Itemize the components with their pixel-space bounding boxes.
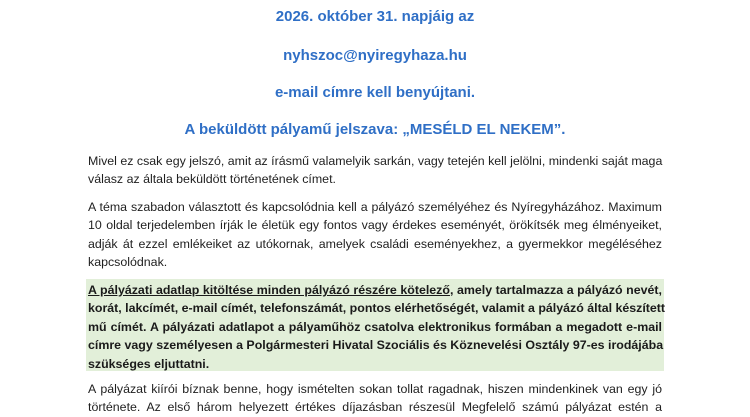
text-fragment: , amely tartalmazza a pályázó nevét,	[449, 283, 662, 297]
mandatory-form-underlined: A pályázati adatlap kitöltése minden pályázó részére kötelező	[88, 283, 450, 297]
paragraph-password-note	[88, 152, 662, 189]
email-submit-heading: e-mail címre kell benyújtani.	[274, 84, 476, 101]
text-line: korát, lakcímét, e-mail címét, telefonszámát, pontos elérhetőségét, valamit a pályázó által készített	[88, 301, 666, 316]
email-address-heading: nyhszoc@nyiregyhaza.hu	[283, 47, 467, 64]
text-line: szükséges eljuttatni.	[88, 356, 210, 371]
text-line	[88, 281, 662, 299]
deadline-heading: 2026. október 31. napjáig az	[275, 8, 475, 25]
paragraph-application-form	[88, 281, 666, 373]
text-line: adják át ezzel emlékeiket az utókornak, amelyek családi eseményekhez, a gyermekkor megéléséhez	[88, 236, 662, 251]
text-line: válasz az általa beküldött történetének címet.	[88, 172, 336, 187]
text-line: A pályázat kiírói bíznak benne, hogy ismételten sokan tollat ragadnak, hiszen mindenkinek van egy jó	[88, 382, 662, 396]
password-heading: A beküldött pályamű jelszava: „MESÉLD EL NEKEM”.	[184, 121, 566, 138]
text-line: címre vagy személyesen a Polgármesteri Hivatal Szociális és Köznevelési Osztály 97-es irodájába	[88, 338, 664, 353]
paragraph-topic	[88, 198, 662, 272]
text-line: története. Az első három helyezett értékes díjazásban részesül Megfelelő számú pályázat estén a	[88, 400, 662, 415]
text-line: A téma szabadon választott és kapcsolódnia kell a pályázó személyéhez és Nyíregyházához. Maximum	[88, 200, 662, 214]
text-line: kapcsolódnak.	[88, 255, 168, 270]
paragraph-closing	[88, 380, 662, 417]
text-line: mű címét. A pályázati adatlapot a pályaműhöz csatolva elektronikus formában a megadott e-mail	[88, 319, 662, 334]
text-line: 10 oldal terjedelemben írják le életük egy fontos vagy érdekes eseményét, örökítsék meg élményeiket,	[88, 218, 662, 233]
text-line: Mivel ez csak egy jelszó, amit az írásmű valamelyik sarkán, vagy tetején kell jelölni, mindenki saját maga	[88, 154, 663, 168]
